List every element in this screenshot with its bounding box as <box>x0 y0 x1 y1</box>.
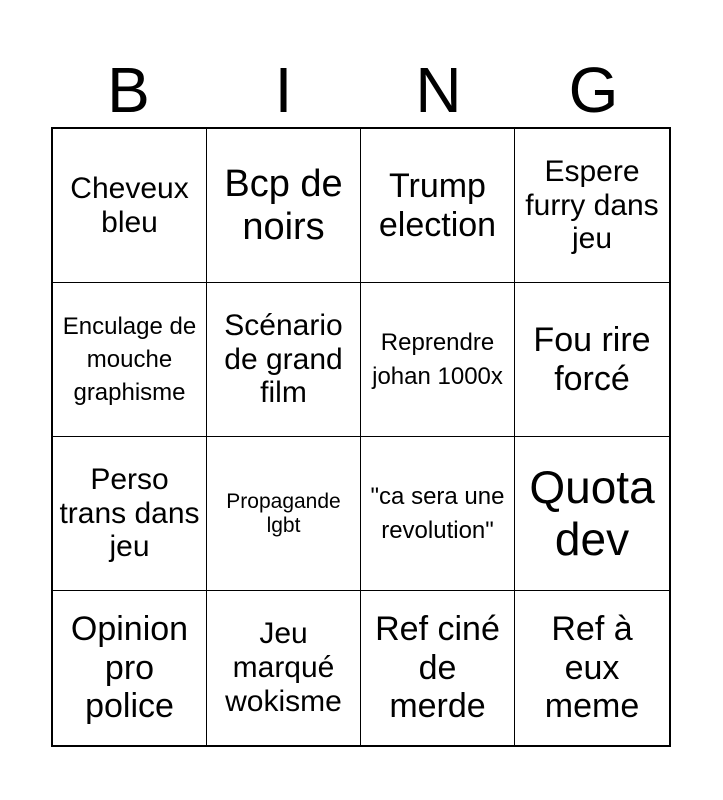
bingo-cell-text: Propagande lgbt <box>226 489 341 537</box>
bingo-cell-text: Bcp de noirs <box>224 162 343 248</box>
bingo-cell-text: Perso trans dans jeu <box>59 462 200 564</box>
bingo-cell-text: Fou rire forcé <box>533 321 651 398</box>
bingo-cell[interactable] <box>207 591 361 745</box>
bingo-cell-text: Scénario de grand film <box>224 308 343 410</box>
bingo-header <box>51 52 671 128</box>
bingo-cell[interactable] <box>53 437 207 591</box>
bingo-cell-text: Quota dev <box>529 460 655 565</box>
bingo-cell[interactable] <box>361 283 515 437</box>
bingo-cell[interactable] <box>361 129 515 283</box>
bingo-cell-text: Trump election <box>378 167 497 244</box>
header-letter-b: B <box>107 54 150 126</box>
bingo-cell[interactable] <box>515 283 669 437</box>
bingo-cell-text: Reprendre johan 1000x <box>372 329 503 390</box>
bingo-cell[interactable] <box>207 283 361 437</box>
bingo-cell[interactable] <box>515 437 669 591</box>
header-letter-g: G <box>568 54 619 126</box>
bingo-cell[interactable] <box>361 437 515 591</box>
bingo-cell[interactable] <box>53 591 207 745</box>
bingo-cell[interactable] <box>207 129 361 283</box>
bingo-cell[interactable] <box>515 591 669 745</box>
bingo-cell[interactable] <box>53 283 207 437</box>
bingo-cell[interactable] <box>361 591 515 745</box>
bingo-cell-text: Ref à eux meme <box>544 610 640 726</box>
bingo-cell-text: Ref ciné de merde <box>375 610 500 726</box>
header-letter-i: I <box>274 54 293 126</box>
bingo-cell-text: Jeu marqué wokisme <box>225 617 342 718</box>
bingo-card-grid <box>51 127 671 747</box>
bingo-cell-text: Enculage de mouche graphisme <box>62 312 197 407</box>
header-letter-n: N <box>415 54 462 126</box>
bingo-cell-text: Opinion pro police <box>70 610 189 726</box>
bingo-cell-text: Espere furry dans jeu <box>525 154 659 256</box>
bingo-cell-text: "ca sera une revolution" <box>370 483 505 544</box>
bingo-cell[interactable] <box>515 129 669 283</box>
bingo-cell[interactable] <box>207 437 361 591</box>
bingo-cell-text: Cheveux bleu <box>70 171 189 239</box>
bingo-cell[interactable] <box>53 129 207 283</box>
